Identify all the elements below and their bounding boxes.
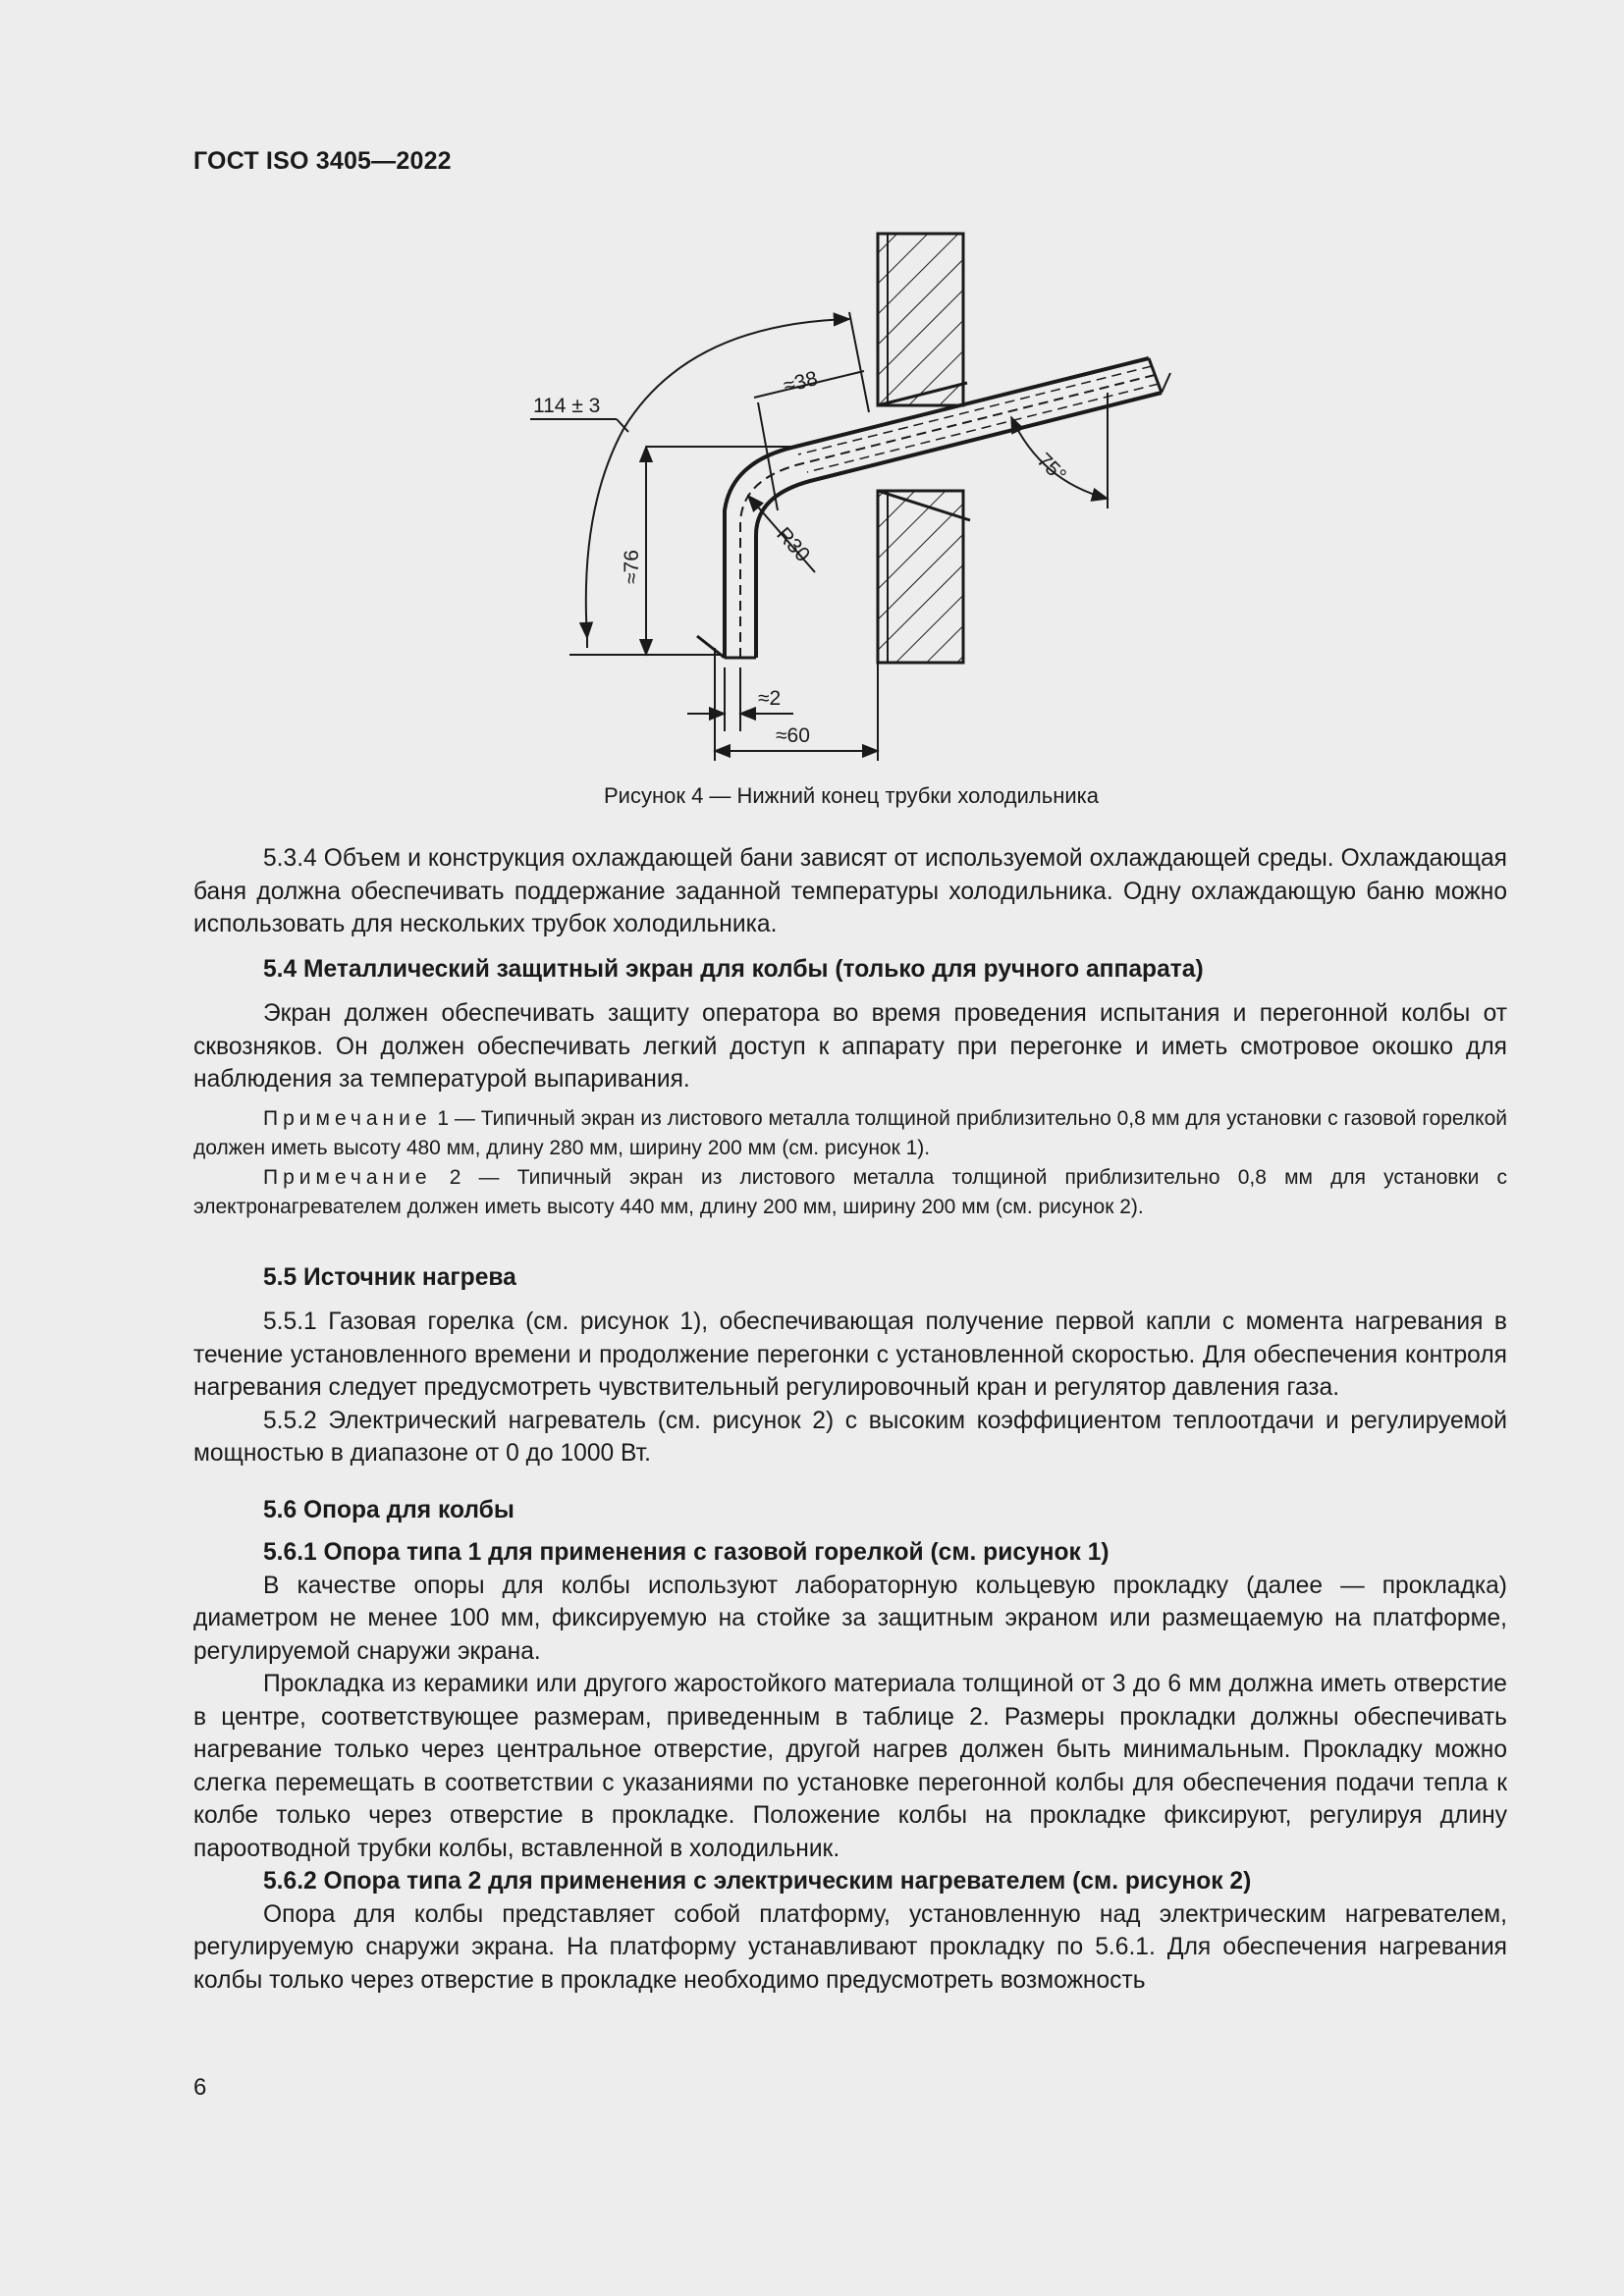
wall-lower [878, 491, 970, 663]
note-1 [193, 1104, 1507, 1163]
note-2-label: Примечание [263, 1165, 432, 1189]
dimension-lines [530, 312, 1108, 761]
note-2-text: 2 — Типичный экран из листового металла толщиной приблизительно 0,8 мм для установки с электронагревателем должен иметь высоту 440 мм, длину 200 мм, ширину 200 мм (см. рисунок 2). [193, 1165, 1507, 1218]
heading-5-5: 5.5 Источник нагрева [263, 1263, 516, 1291]
heading-5-6: 5.6 Опора для колбы [263, 1496, 514, 1523]
dim-75-label: 75° [1032, 449, 1071, 487]
paragraph-5-5-2: 5.5.2 Электрический нагреватель (см. рисунок 2) с высоким коэффициентом теплоотдачи и регулируемой мощностью в диапазоне от 0 до 1000 Вт. [193, 1407, 1507, 1467]
note-2 [193, 1163, 1507, 1222]
heading-5-6-2: 5.6.2 Опора типа 2 для применения с электрическим нагревателем (см. рисунок 2) [263, 1868, 1252, 1895]
note-1-label: Примечание [263, 1106, 432, 1130]
document-header: ГОСТ ISO 3405—2022 [193, 147, 452, 175]
note-1-text: 1 — Типичный экран из листового металла толщиной приблизительно 0,8 мм для установки с газовой горелкой должен иметь высоту 480 мм, длину 280 мм, ширину 200 мм (см. рисунок 1). [193, 1106, 1507, 1159]
paragraph-5-6-2: Опора для колбы представляет собой платформу, установленную над электрическим нагревателем, регулируемую снаружи экрана. На платформу устанавливают прокладку по 5.6.1. Для обеспечения нагревания колбы только через отверстие в прокладке необходимо предусмотреть возможность [193, 1900, 1507, 1994]
heading-5-6-1: 5.6.1 Опора типа 1 для применения с газовой горелкой (см. рисунок 1) [263, 1539, 1110, 1566]
dim-38-label: ≈38 [781, 367, 821, 398]
dim-r30-label: R30 [772, 522, 815, 566]
dim-60-label: ≈60 [776, 724, 810, 747]
page-number: 6 [193, 2074, 207, 2101]
paragraph-5-3-4: 5.3.4 Объем и конструкция охлаждающей бани зависят от используемой охлаждающей среды. Охлаждающая баня должна обеспечивать поддержание заданной температуры холодильника. Одну охлаждающую баню можно использовать для нескольких трубок холодильника. [193, 845, 1507, 937]
wall-upper [878, 234, 967, 405]
paragraph-5-4: Экран должен обеспечивать защиту оператора во время проведения испытания и перегонной колбы от сквозняков. Он должен обеспечивать легкий доступ к аппарату при перегонке и иметь смотровое окошко для наблюдения за температурой выпаривания. [193, 1000, 1507, 1093]
heading-5-4: 5.4 Металлический защитный экран для колбы (только для ручного аппарата) [263, 955, 1204, 983]
document-body [193, 842, 1507, 1997]
paragraph-5-6-1-b: Прокладка из керамики или другого жаростойкого материала толщиной от 3 до 6 мм должна иметь отверстие в центре, соответствующее размерам, приведенным в таблице 2. Размеры прокладки должны обеспечивать нагревание только через центральное отверстие, другой нагрев должен быть минимальным. Прокладку можно слегка перемещать в соответствии с указаниями по установке перегонной колбы для обеспечения подачи тепла к колбе только через отверстие в прокладке. Положение колбы на прокладке фиксируют, регулируя длину пароотводной трубки колбы, вставленной в холодильник. [193, 1671, 1507, 1862]
dim-2-label: ≈2 [758, 687, 782, 710]
paragraph-5-6-1-a: В качестве опоры для колбы используют лабораторную кольцевую прокладку (далее — прокладка) диаметром не менее 100 мм, фиксируемую на стойке за защитным экраном или размещаемую на платформе, регулируемой снаружи экрана. [193, 1572, 1507, 1665]
condenser-tube-figure [0, 0, 1624, 815]
dim-76-label: ≈76 [621, 550, 643, 584]
figure-caption: Рисунок 4 — Нижний конец трубки холодильника [604, 783, 1099, 808]
dim-114-label: 114 ± 3 [533, 395, 601, 417]
paragraph-5-5-1: 5.5.1 Газовая горелка (см. рисунок 1), обеспечивающая получение первой капли с момента нагревания в течение установленного времени и продолжение перегонки с установленной скоростью. Для обеспечения контроля нагревания следует предусмотреть чувствительный регулировочный кран и регулятор давления газа. [193, 1308, 1507, 1401]
